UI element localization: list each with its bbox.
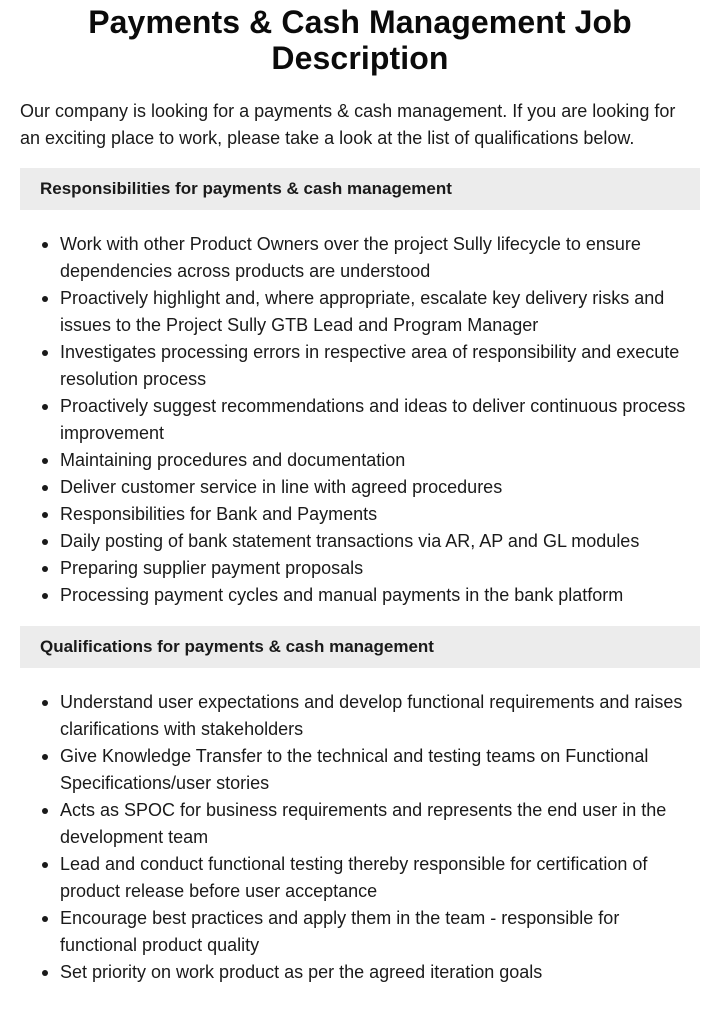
list-item: Deliver customer service in line with agreed procedures <box>60 474 700 501</box>
list-item: Give Knowledge Transfer to the technical and testing teams on Functional Specifications/user stories <box>60 743 700 797</box>
list-item: Daily posting of bank statement transactions via AR, AP and GL modules <box>60 528 700 555</box>
list-item: Preparing supplier payment proposals <box>60 555 700 582</box>
page-title: Payments & Cash Management Job Description <box>88 4 632 76</box>
list-item: Encourage best practices and apply them in the team - responsible for functional product quality <box>60 905 700 959</box>
list-item: Processing payment cycles and manual payments in the bank platform <box>60 582 700 609</box>
qualifications-list <box>20 689 700 986</box>
responsibilities-heading: Responsibilities for payments & cash management <box>20 168 700 210</box>
list-item: Maintaining procedures and documentation <box>60 447 700 474</box>
list-item: Investigates processing errors in respective area of responsibility and execute resolution process <box>60 339 700 393</box>
list-item: Proactively suggest recommendations and ideas to deliver continuous process improvement <box>60 393 700 447</box>
qualifications-heading: Qualifications for payments & cash management <box>20 626 700 668</box>
list-item: Acts as SPOC for business requirements and represents the end user in the development team <box>60 797 700 851</box>
list-item: Responsibilities for Bank and Payments <box>60 501 700 528</box>
responsibilities-list <box>20 231 700 609</box>
list-item: Work with other Product Owners over the project Sully lifecycle to ensure dependencies across products are understood <box>60 231 700 285</box>
list-item: Understand user expectations and develop functional requirements and raises clarifications with stakeholders <box>60 689 700 743</box>
intro-paragraph: Our company is looking for a payments & cash management. If you are looking for an exciting place to work, please take a look at the list of qualifications below. <box>20 101 676 148</box>
list-item: Lead and conduct functional testing thereby responsible for certification of product release before user acceptance <box>60 851 700 905</box>
list-item: Proactively highlight and, where appropriate, escalate key delivery risks and issues to the Project Sully GTB Lead and Program Manager <box>60 285 700 339</box>
list-item: Set priority on work product as per the agreed iteration goals <box>60 959 700 986</box>
